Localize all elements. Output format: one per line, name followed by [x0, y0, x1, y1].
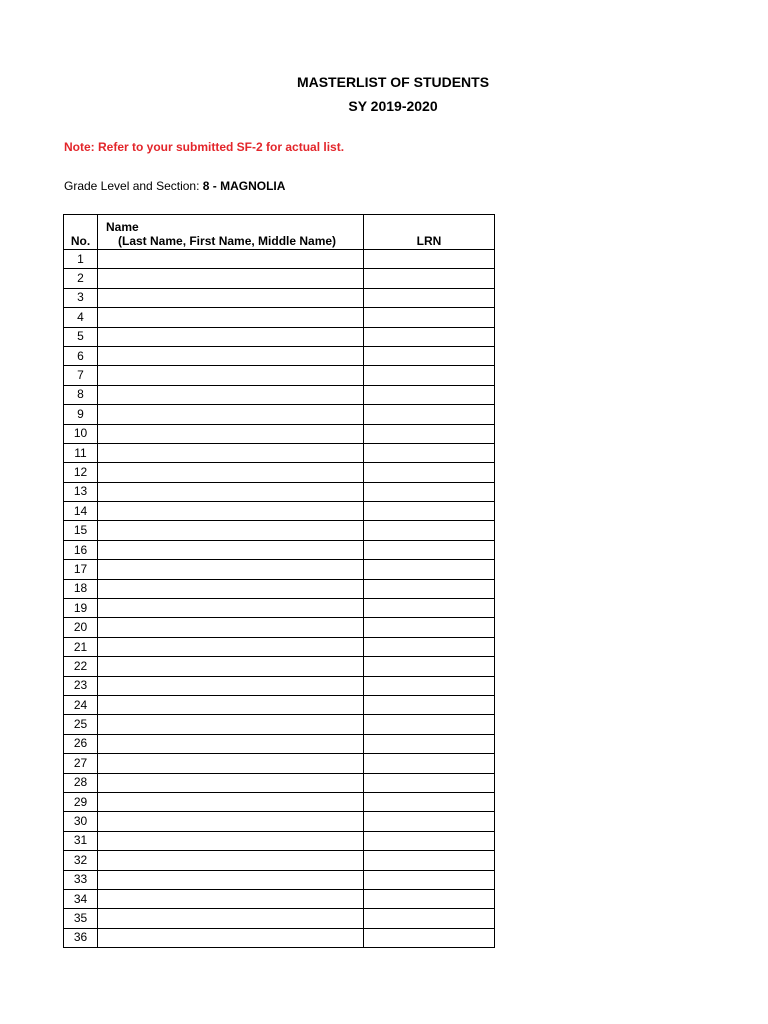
page-title: MASTERLIST OF STUDENTS: [296, 74, 490, 90]
row-number-cell: 13: [64, 482, 98, 501]
table-row: [64, 405, 495, 424]
student-name-cell[interactable]: [98, 812, 364, 831]
lrn-cell[interactable]: [364, 754, 495, 773]
student-name-cell[interactable]: [98, 540, 364, 559]
lrn-cell[interactable]: [364, 695, 495, 714]
row-number-cell: 2: [64, 269, 98, 288]
lrn-cell[interactable]: [364, 366, 495, 385]
row-number-cell: 27: [64, 754, 98, 773]
lrn-cell[interactable]: [364, 773, 495, 792]
row-number-cell: 34: [64, 889, 98, 908]
lrn-cell[interactable]: [364, 889, 495, 908]
table-body: [64, 250, 495, 948]
row-number-cell: 10: [64, 424, 98, 443]
table-row: [64, 579, 495, 598]
row-number-cell: 12: [64, 463, 98, 482]
lrn-cell[interactable]: [364, 676, 495, 695]
student-name-cell[interactable]: [98, 889, 364, 908]
grade-level-section: [64, 178, 285, 194]
lrn-cell[interactable]: [364, 851, 495, 870]
lrn-cell[interactable]: [364, 424, 495, 443]
student-name-cell[interactable]: [98, 695, 364, 714]
lrn-cell[interactable]: [364, 521, 495, 540]
table-row: [64, 385, 495, 404]
lrn-cell[interactable]: [364, 269, 495, 288]
table-row: [64, 269, 495, 288]
table-row: [64, 366, 495, 385]
student-name-cell[interactable]: [98, 715, 364, 734]
row-number-cell: 16: [64, 540, 98, 559]
row-number-cell: 3: [64, 288, 98, 307]
lrn-cell[interactable]: [364, 463, 495, 482]
table-row: [64, 346, 495, 365]
lrn-cell[interactable]: [364, 928, 495, 947]
lrn-cell[interactable]: [364, 870, 495, 889]
lrn-cell[interactable]: [364, 637, 495, 656]
note-text: Note: Refer to your submitted SF-2 for actual list.: [64, 140, 345, 154]
row-number-cell: 31: [64, 831, 98, 850]
row-number-cell: 24: [64, 695, 98, 714]
table-row: [64, 288, 495, 307]
lrn-cell[interactable]: [364, 909, 495, 928]
row-number-cell: 19: [64, 599, 98, 618]
table-row: [64, 463, 495, 482]
student-name-cell[interactable]: [98, 482, 364, 501]
row-number-cell: 32: [64, 851, 98, 870]
lrn-cell[interactable]: [364, 385, 495, 404]
table-row: [64, 443, 495, 462]
student-name-cell[interactable]: [98, 657, 364, 676]
row-number-cell: 28: [64, 773, 98, 792]
row-number-cell: 6: [64, 346, 98, 365]
lrn-cell[interactable]: [364, 405, 495, 424]
table-row: [64, 773, 495, 792]
table-row: [64, 560, 495, 579]
table-row: [64, 521, 495, 540]
row-number-cell: 36: [64, 928, 98, 947]
student-name-cell[interactable]: [98, 773, 364, 792]
student-name-cell[interactable]: [98, 327, 364, 346]
row-number-cell: 1: [64, 250, 98, 269]
school-year-title: SY 2019-2020: [348, 98, 438, 114]
student-name-cell[interactable]: [98, 928, 364, 947]
row-number-cell: 23: [64, 676, 98, 695]
table-row: [64, 250, 495, 269]
table-row: [64, 637, 495, 656]
lrn-cell[interactable]: [364, 812, 495, 831]
lrn-cell[interactable]: [364, 443, 495, 462]
row-number-cell: 14: [64, 502, 98, 521]
lrn-cell[interactable]: [364, 734, 495, 753]
student-name-cell[interactable]: [98, 502, 364, 521]
column-header-name: [98, 215, 364, 250]
table-row: [64, 308, 495, 327]
table-row: [64, 424, 495, 443]
row-number-cell: 30: [64, 812, 98, 831]
grade-label: Grade Level and Section:: [64, 179, 203, 193]
table-row: [64, 502, 495, 521]
column-header-name-format: (Last Name, First Name, Middle Name): [118, 234, 337, 248]
student-name-cell[interactable]: [98, 443, 364, 462]
table-row: [64, 928, 495, 947]
table-row: [64, 909, 495, 928]
student-name-cell[interactable]: [98, 560, 364, 579]
student-name-cell[interactable]: [98, 599, 364, 618]
table-row: [64, 889, 495, 908]
lrn-cell[interactable]: [364, 792, 495, 811]
student-name-cell[interactable]: [98, 250, 364, 269]
student-name-cell[interactable]: [98, 288, 364, 307]
table-row: [64, 676, 495, 695]
lrn-cell[interactable]: [364, 560, 495, 579]
student-name-cell[interactable]: [98, 618, 364, 637]
student-name-cell[interactable]: [98, 851, 364, 870]
column-header-no: No.: [64, 215, 98, 250]
row-number-cell: 5: [64, 327, 98, 346]
lrn-cell[interactable]: [364, 250, 495, 269]
lrn-cell[interactable]: [364, 308, 495, 327]
student-name-cell[interactable]: [98, 637, 364, 656]
table-row: [64, 870, 495, 889]
table-header-row: [64, 215, 495, 250]
row-number-cell: 11: [64, 443, 98, 462]
row-number-cell: 26: [64, 734, 98, 753]
row-number-cell: 4: [64, 308, 98, 327]
lrn-cell[interactable]: [364, 715, 495, 734]
table-row: [64, 851, 495, 870]
student-name-cell[interactable]: [98, 754, 364, 773]
grade-value: 8 - MAGNOLIA: [202, 179, 286, 193]
student-name-cell[interactable]: [98, 909, 364, 928]
row-number-cell: 18: [64, 579, 98, 598]
student-name-cell[interactable]: [98, 269, 364, 288]
lrn-cell[interactable]: [364, 346, 495, 365]
lrn-cell[interactable]: [364, 502, 495, 521]
row-number-cell: 8: [64, 385, 98, 404]
table-row: [64, 618, 495, 637]
student-name-cell[interactable]: [98, 831, 364, 850]
lrn-cell[interactable]: [364, 482, 495, 501]
lrn-cell[interactable]: [364, 599, 495, 618]
lrn-cell[interactable]: [364, 327, 495, 346]
table-row: [64, 540, 495, 559]
student-name-cell[interactable]: [98, 405, 364, 424]
row-number-cell: 15: [64, 521, 98, 540]
student-name-cell[interactable]: [98, 463, 364, 482]
row-number-cell: 35: [64, 909, 98, 928]
lrn-cell[interactable]: [364, 288, 495, 307]
student-name-cell[interactable]: [98, 346, 364, 365]
row-number-cell: 29: [64, 792, 98, 811]
column-header-lrn: LRN: [364, 215, 495, 250]
row-number-cell: 9: [64, 405, 98, 424]
table-row: [64, 657, 495, 676]
student-name-cell[interactable]: [98, 521, 364, 540]
row-number-cell: 17: [64, 560, 98, 579]
row-number-cell: 22: [64, 657, 98, 676]
table-row: [64, 831, 495, 850]
student-name-cell[interactable]: [98, 792, 364, 811]
student-name-cell[interactable]: [98, 579, 364, 598]
student-name-cell[interactable]: [98, 734, 364, 753]
table-row: [64, 695, 495, 714]
lrn-cell[interactable]: [364, 579, 495, 598]
row-number-cell: 7: [64, 366, 98, 385]
table-row: [64, 599, 495, 618]
lrn-cell[interactable]: [364, 618, 495, 637]
student-name-cell[interactable]: [98, 424, 364, 443]
table-row: [64, 754, 495, 773]
column-header-name-title: Name: [106, 220, 139, 234]
student-name-cell[interactable]: [98, 385, 364, 404]
lrn-cell[interactable]: [364, 831, 495, 850]
table-row: [64, 734, 495, 753]
lrn-cell[interactable]: [364, 657, 495, 676]
student-name-cell[interactable]: [98, 870, 364, 889]
row-number-cell: 25: [64, 715, 98, 734]
row-number-cell: 21: [64, 637, 98, 656]
student-name-cell[interactable]: [98, 308, 364, 327]
table-row: [64, 715, 495, 734]
table-row: [64, 812, 495, 831]
table-row: [64, 792, 495, 811]
table-row: [64, 482, 495, 501]
lrn-cell[interactable]: [364, 540, 495, 559]
student-name-cell[interactable]: [98, 676, 364, 695]
table-row: [64, 327, 495, 346]
row-number-cell: 20: [64, 618, 98, 637]
masterlist-table: [63, 214, 495, 948]
row-number-cell: 33: [64, 870, 98, 889]
student-name-cell[interactable]: [98, 366, 364, 385]
